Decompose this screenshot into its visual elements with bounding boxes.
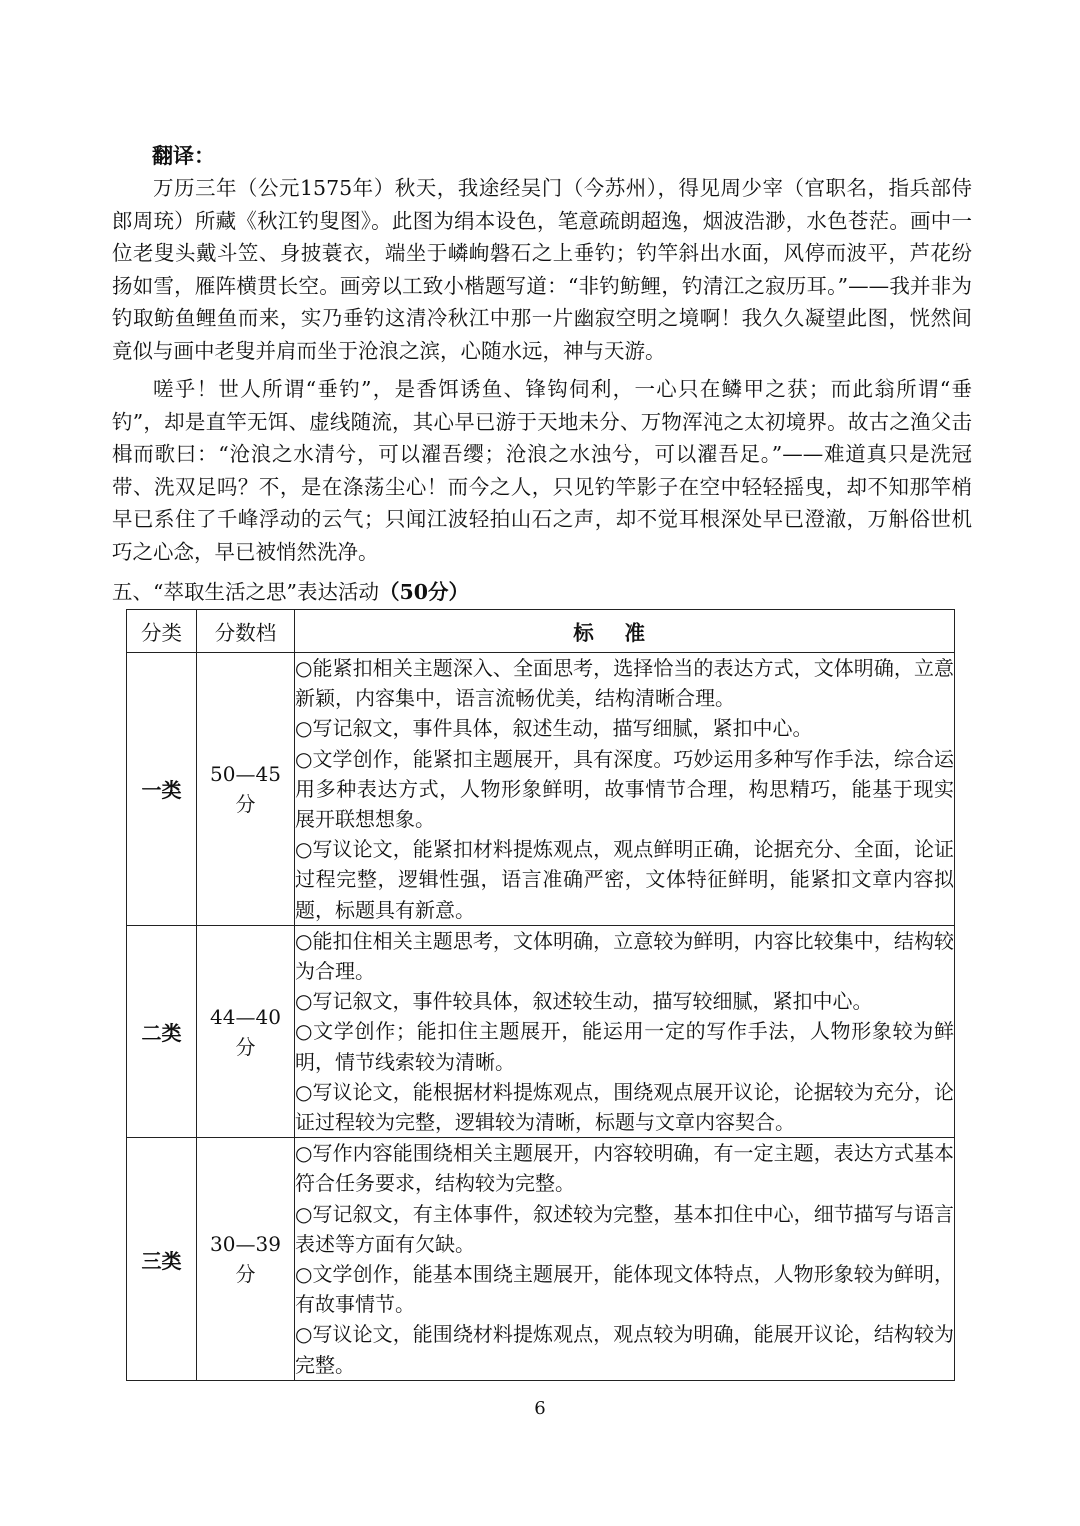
category-cell: 三类 <box>127 1138 197 1381</box>
standard-item: ○能扣住相关主题思考，文体明确，立意较为鲜明，内容比较集中，结构较为合理。 <box>295 928 954 984</box>
table-row <box>127 925 955 1137</box>
standard-item: ○文学创作，能紧扣主题展开，具有深度。巧妙运用多种写作手法，综合运用多种表达方式，人物形象鲜明，故事情节合理，构思精巧，能基于现实展开联想想象。 <box>295 746 954 832</box>
score-unit: 分 <box>235 1262 256 1287</box>
score-range: 50—45 <box>210 761 281 786</box>
standard-item: ○写记叙文，事件较具体，叙述较生动，描写较细腻，紧扣中心。 <box>295 989 873 1014</box>
score-band-cell <box>197 1138 295 1381</box>
standard-item: ○写记叙文，事件具体，叙述生动，描写细腻，紧扣中心。 <box>295 716 813 741</box>
category-cell: 二类 <box>127 925 197 1137</box>
standard-item: ○写记叙文，有主体事件，叙述较为完整，基本扣住中心，细节描写与语言表述等方面有欠缺。 <box>295 1201 954 1256</box>
table-row <box>127 1138 955 1381</box>
standard-item: ○写议论文，能紧扣材料提炼观点，观点鲜明正确，论据充分、全面，论证过程完整，逻辑性强，语言准确严密，文体特征鲜明，能紧扣文章内容拟题，标题具有新意。 <box>295 837 954 922</box>
section-score: （50分） <box>378 580 469 604</box>
score-unit: 分 <box>235 1034 256 1059</box>
category-cell: 一类 <box>127 653 197 926</box>
standard-cell <box>295 653 955 926</box>
section-title <box>112 576 469 608</box>
translation-heading: 翻译： <box>152 143 215 168</box>
standard-item: ○能紧扣相关主题深入、全面思考，选择恰当的表达方式，文体明确，立意新颖，内容集中，语言流畅优美，结构清晰合理。 <box>295 656 954 711</box>
score-range: 30—39 <box>210 1232 281 1257</box>
header-standard: 标准 <box>295 610 955 653</box>
standard-item: ○写议论文，能根据材料提炼观点，围绕观点展开议论，论据较为充分，论证过程较为完整，逻辑较为清晰，标题与文章内容契合。 <box>295 1079 954 1135</box>
header-category: 分类 <box>127 610 197 653</box>
standard-item: ○文学创作；能扣住主题展开，能运用一定的写作手法，人物形象较为鲜明，情节线索较为清晰。 <box>295 1019 954 1074</box>
table-row <box>127 653 955 926</box>
standard-item: ○写议论文，能围绕材料提炼观点，观点较为明确，能展开议论，结构较为完整。 <box>295 1322 954 1377</box>
header-score-band: 分数档 <box>197 610 295 653</box>
standard-item: ○写作内容能围绕相关主题展开，内容较明确，有一定主题，表达方式基本符合任务要求，结构较为完整。 <box>295 1141 954 1196</box>
section-title-text: 五、“萃取生活之思”表达活动 <box>112 580 379 604</box>
page-number: 6 <box>534 1398 546 1419</box>
table-header-row <box>127 610 955 653</box>
translation-paragraph-2: 嗟乎！世人所谓“垂钓”，是香饵诱鱼、锋钩伺利，一心只在鳞甲之获；而此翁所谓“垂钓”，却是直竿无饵、虚线随流，其心早已游于天地未分、万物浑沌之太初境界。故古之渔父击楫而歌曰：“沧浪之水清兮，可以濯吾缨；沧浪之水浊兮，可以濯吾足。”——难道真只是洗冠带、洗双足吗？不，是在涤荡尘心！而今之人，只见钓竿影子在空中轻轻摇曳，却不知那竿梢早已系住了千峰浮动的云气；只闻江波轻拍山石之声，却不觉耳根深处早已澄澈，万斛俗世机巧之心念，早已被悄然洗净。 <box>112 377 972 564</box>
score-band-cell <box>197 653 295 926</box>
standard-cell <box>295 925 955 1137</box>
translation-paragraph-1: 万历三年（公元1575年）秋天，我途经吴门（今苏州），得见周少宰（官职名，指兵部侍郎周珫）所藏《秋江钓叟图》。此图为绢本设色，笔意疏朗超逸，烟波浩渺，水色苍茫。画中一位老叟头戴斗笠、身披蓑衣，端坐于嶙峋磐石之上垂钓；钓竿斜出水面，风停而波平，芦花纷扬如雪，雁阵横贯长空。画旁以工致小楷题写道：“非钓鲂鲤，钓清江之寂历耳。”——我并非为钓取鲂鱼鲤鱼而来，实乃垂钓这清冷秋江中那一片幽寂空明之境啊！我久久凝望此图，恍然间竟似与画中老叟并肩而坐于沧浪之滨，心随水远，神与天游。 <box>112 176 972 363</box>
scoring-rubric-table <box>126 609 955 1381</box>
score-range: 44—40 <box>210 1004 281 1029</box>
score-band-cell <box>197 925 295 1137</box>
standard-cell <box>295 1138 955 1381</box>
score-unit: 分 <box>235 791 256 816</box>
standard-item: ○文学创作，能基本围绕主题展开，能体现文体特点，人物形象较为鲜明，有故事情节。 <box>295 1262 954 1317</box>
